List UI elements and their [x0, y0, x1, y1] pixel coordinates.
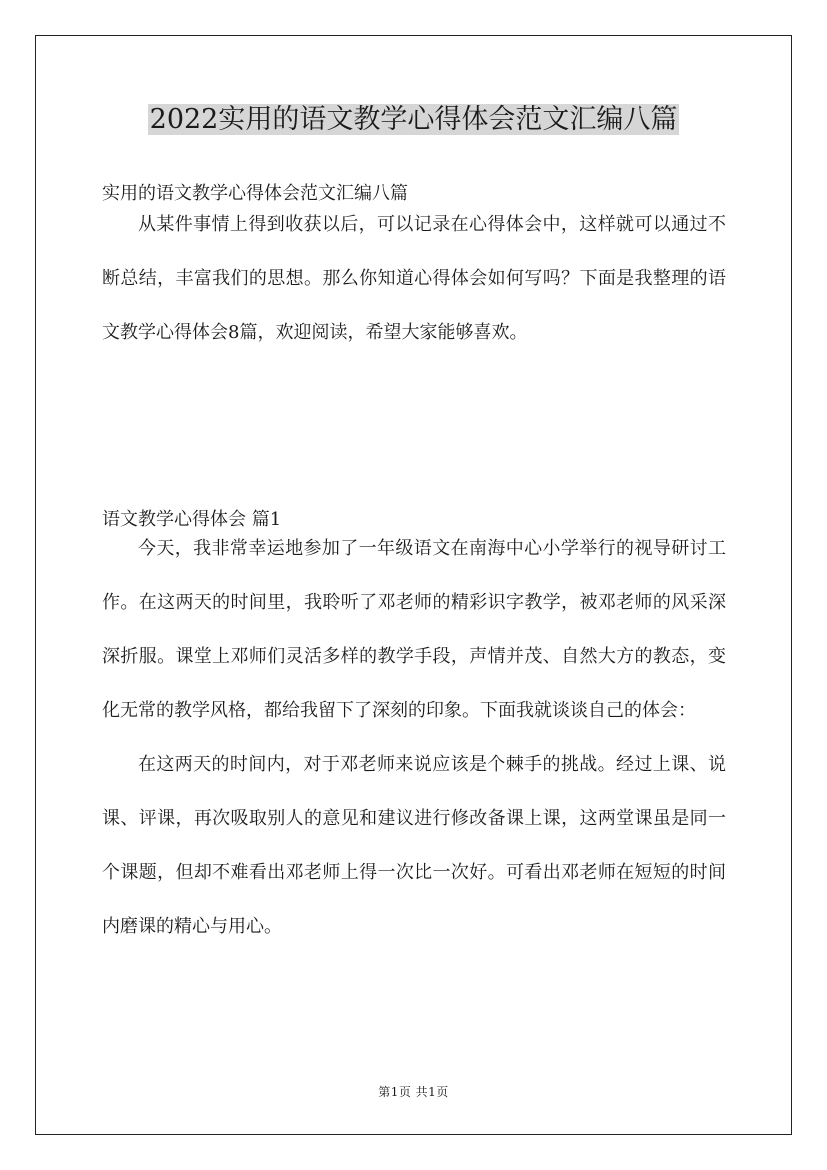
document-subtitle: 实用的语文教学心得体会范文汇编八篇 [102, 183, 408, 204]
document-title-text: 2022实用的语文教学心得体会范文汇编八篇 [149, 104, 678, 135]
document-title [0, 100, 827, 140]
section-body [102, 522, 726, 954]
body-paragraph-1: 今天，我非常幸运地参加了一年级语文在南海中心小学举行的视导研讨工作。在这两天的时间里，我聆听了邓老师的精彩识字教学，被邓老师的风采深深折服。课堂上邓师们灵活多样的教学手段，声情并茂、自然大方的教态，变化无常的教学风格，都给我留下了深刻的印象。下面我就谈谈自己的体会： [102, 538, 726, 721]
section-heading: 语文教学心得体会 篇1 [102, 509, 282, 530]
page-footer: 第1页 共1页 [378, 1085, 449, 1099]
intro-paragraph: 从某件事情上得到收获以后，可以记录在心得体会中，这样就可以通过不断总结，丰富我们的思想。那么你知道心得体会如何写吗？下面是我整理的语文教学心得体会8篇，欢迎阅读，希望大家能够喜欢。 [102, 214, 726, 343]
body-paragraph-2: 在这两天的时间内，对于邓老师来说应该是个棘手的挑战。经过上课、说课、评课，再次吸取别人的意见和建议进行修改备课上课，这两堂课虽是同一个课题，但却不难看出邓老师上得一次比一次好。可看出邓老师在短短的时间内磨课的精心与用心。 [102, 754, 726, 937]
intro-section [102, 198, 726, 360]
